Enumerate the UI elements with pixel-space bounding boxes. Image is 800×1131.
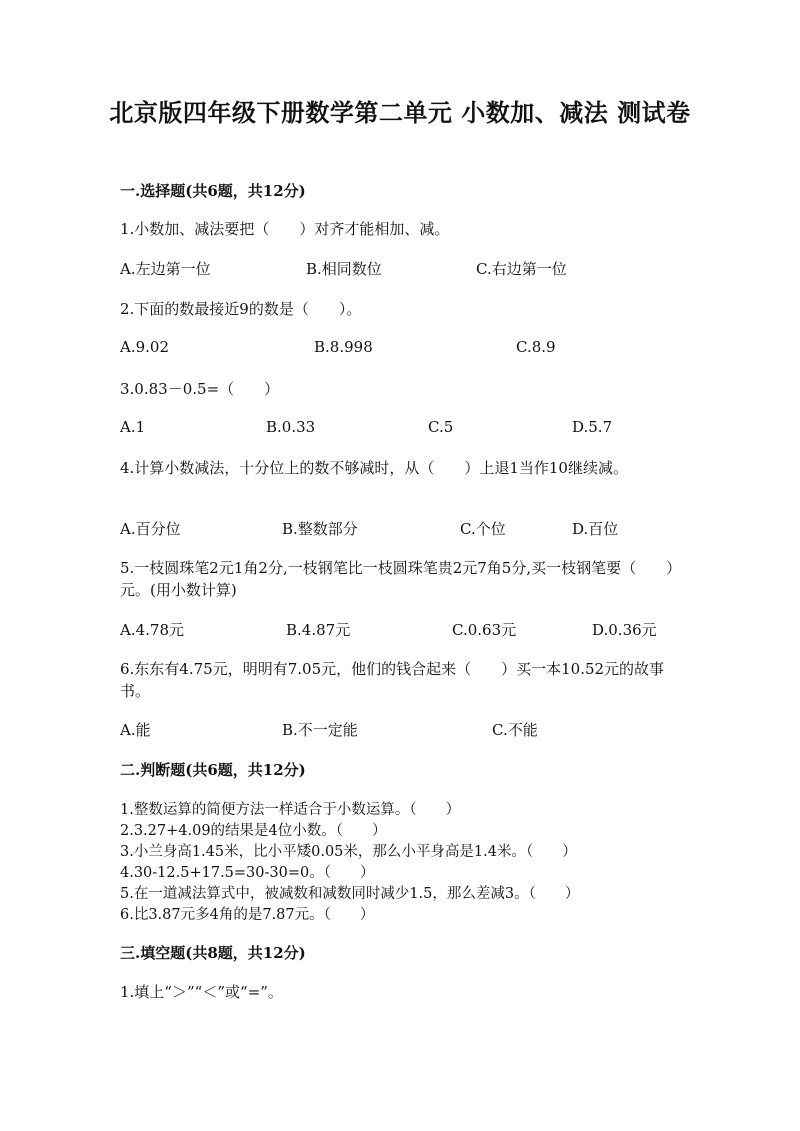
question-option: A.9.02 bbox=[120, 338, 169, 356]
section-heading-judge: 二.判断题(共6题，共12分) bbox=[120, 761, 306, 779]
question-option: A.4.78元 bbox=[120, 621, 184, 639]
question-option: A.能 bbox=[120, 721, 151, 739]
question-stem: 3.0.83－0.5=（ ） bbox=[120, 380, 280, 398]
question-option: C.个位 bbox=[460, 520, 506, 538]
page-title: 北京版四年级下册数学第二单元 小数加、减法 测试卷 bbox=[109, 98, 691, 127]
question-option: B.不一定能 bbox=[282, 721, 358, 739]
question-option: B.整数部分 bbox=[282, 520, 358, 538]
question-option: C.不能 bbox=[492, 721, 538, 739]
judge-question: 3.小兰身高1.45米，比小平矮0.05米，那么小平身高是1.4米。（ ） bbox=[120, 844, 577, 860]
question-option: D.百位 bbox=[572, 520, 619, 538]
section-heading-choice: 一.选择题(共6题，共12分) bbox=[120, 182, 306, 200]
judge-question: 6.比3.87元多4角的是7.87元。（ ） bbox=[120, 907, 375, 923]
question-stem: 1.小数加、减法要把（ ）对齐才能相加、减。 bbox=[120, 220, 450, 238]
judge-question: 2.3.27+4.09的结果是4位小数。（ ） bbox=[120, 823, 387, 839]
question-stem: 6.东东有4.75元，明明有7.05元，他们的钱合起来（ ）买一本10.52元的故事书。 bbox=[120, 660, 665, 700]
question-option: B.8.998 bbox=[314, 338, 373, 356]
question-option: B.相同数位 bbox=[306, 260, 382, 278]
question-option: A.左边第一位 bbox=[120, 260, 211, 278]
question-option: C.8.9 bbox=[516, 338, 556, 356]
judge-question: 4.30-12.5+17.5=30-30=0。（ ） bbox=[120, 865, 375, 881]
question-stem: 4.计算小数减法，十分位上的数不够减时，从（ ）上退1当作10继续减。 bbox=[120, 459, 628, 477]
question-option: A.1 bbox=[120, 418, 146, 436]
question-option: B.4.87元 bbox=[286, 621, 351, 639]
section-heading-fill: 三.填空题(共8题，共12分) bbox=[120, 944, 306, 962]
question-stem: 2.下面的数最接近9的数是（ ）。 bbox=[120, 300, 362, 318]
question-option: B.0.33 bbox=[266, 418, 316, 436]
question-option: D.0.36元 bbox=[592, 621, 657, 639]
question-option: C.5 bbox=[428, 418, 454, 436]
question-option: A.百分位 bbox=[120, 520, 181, 538]
judge-question: 1.整数运算的简便方法一样适合于小数运算。（ ） bbox=[120, 802, 461, 818]
question-option: D.5.7 bbox=[572, 418, 613, 436]
judge-question: 5.在一道减法算式中，被减数和减数同时减少1.5，那么差减3。（ ） bbox=[120, 886, 580, 902]
question-option: C.右边第一位 bbox=[476, 260, 567, 278]
question-stem: 1.填上“＞”“＜”或“=”。 bbox=[120, 983, 283, 1001]
question-stem: 5.一枝圆珠笔2元1角2分,一枝钢笔比一枝圆珠笔贵2元7角5分,买一枝钢笔要（ ）元。(用小数计算) bbox=[120, 559, 674, 599]
question-option: C.0.63元 bbox=[452, 621, 517, 639]
